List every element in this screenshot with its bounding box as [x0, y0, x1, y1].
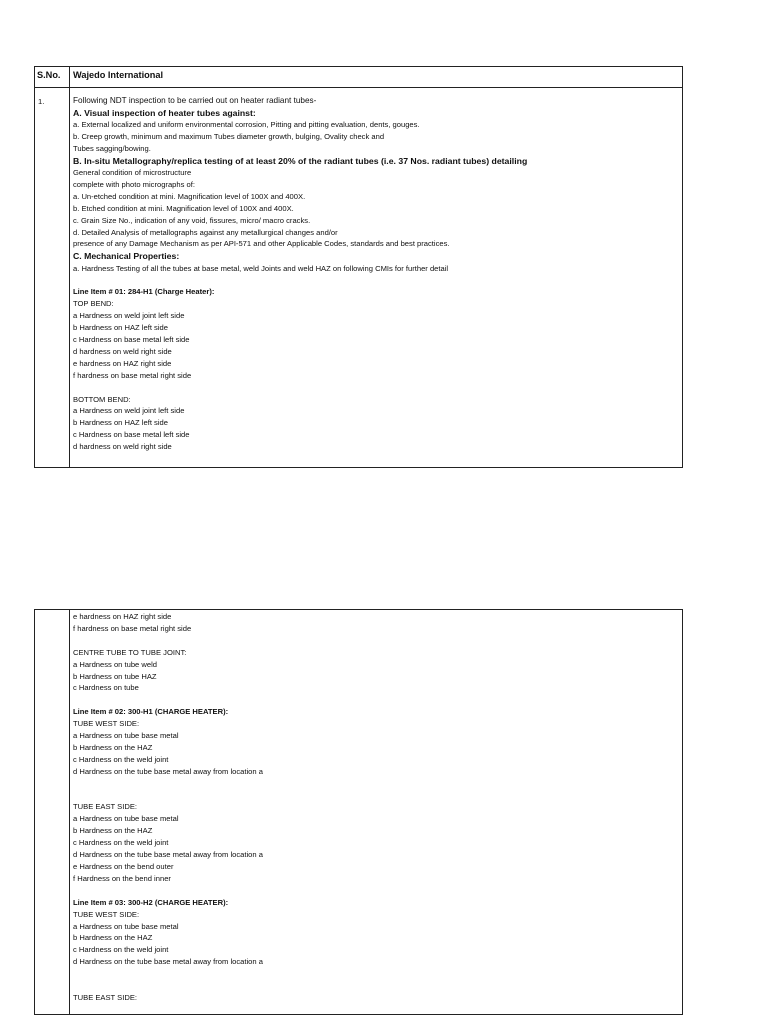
- text-line: b. Etched condition at mini. Magnification level of 100X and 400X.: [73, 203, 294, 213]
- text-line: TUBE EAST SIDE:: [73, 802, 138, 812]
- text-line: e hardness on HAZ right side: [73, 612, 172, 621]
- inspection-description-continued: [70, 610, 682, 1004]
- text-line: General condition of microstructure: [73, 168, 192, 178]
- text-line: d hardness on weld right side: [73, 442, 172, 452]
- inspection-description: [70, 88, 682, 453]
- section-heading: A. Visual inspection of heater tubes against:: [73, 107, 256, 118]
- text-line: c Hardness on the weld joint: [73, 945, 169, 955]
- sno-header-cell: [35, 67, 70, 88]
- text-line: f Hardness on the bend inner: [73, 873, 171, 883]
- text-line: d. Detailed Analysis of metallographs against any metallurgical changes and/or: [73, 227, 338, 237]
- text-line: a Hardness on tube weld: [73, 659, 158, 669]
- text-line: d hardness on weld right side: [73, 346, 172, 356]
- line-spacer: [73, 635, 682, 647]
- table-row: [35, 88, 683, 468]
- text-line: c Hardness on base metal left side: [73, 430, 190, 440]
- text-line: c Hardness on base metal left side: [73, 335, 190, 344]
- text-line: presence of any Damage Mechanism as per API-571 and other Applicable Codes, standards and best practices.: [73, 239, 450, 249]
- text-line: a Hardness on weld joint left side: [73, 406, 185, 416]
- text-line: TUBE WEST SIDE:: [73, 719, 140, 729]
- sno-header: S.No.: [37, 70, 61, 80]
- text-line: b Hardness on HAZ left side: [73, 323, 168, 333]
- text-line: CENTRE TUBE TO TUBE JOINT:: [73, 647, 187, 657]
- line-spacer: [73, 968, 682, 992]
- text-line: c Hardness on the weld joint: [73, 838, 169, 848]
- text-line: b Hardness on the HAZ: [73, 742, 153, 752]
- company-header-cell: [70, 67, 683, 88]
- text-line: b Hardness on the HAZ: [73, 826, 153, 836]
- text-line: complete with photo micrographs of:: [73, 179, 195, 189]
- sno-cell: [35, 610, 70, 1015]
- text-line: d Hardness on the tube base metal away from location a: [73, 766, 263, 776]
- inspection-table-page-2: [34, 609, 683, 1015]
- company-name-header: Wajedo International: [73, 70, 164, 80]
- line-item-heading: Line Item # 01: 284-H1 (Charge Heater):: [73, 287, 215, 297]
- text-line: a. Un-etched condition at mini. Magnification level of 100X and 400X.: [73, 191, 306, 201]
- text-line: c. Grain Size No., indication of any void, fissures, micro/ macro cracks.: [73, 215, 311, 225]
- inspection-table-page-1: [34, 66, 683, 468]
- text-line: c Hardness on the weld joint: [73, 754, 169, 764]
- text-line: a Hardness on tube base metal: [73, 921, 179, 931]
- text-line: f hardness on base metal right side: [73, 370, 192, 380]
- section-heading: B. In-situ Metallography/replica testing of at least 20% of the radiant tubes (i.e. 37 Nos. radiant tubes) detailing: [73, 155, 528, 166]
- text-line: a Hardness on weld joint left side: [73, 311, 185, 321]
- table-header-row: [35, 67, 683, 88]
- sno-cell: [35, 88, 70, 468]
- line-item-heading: Line Item # 03: 300-H2 (CHARGE HEATER):: [73, 897, 229, 907]
- section-heading: C. Mechanical Properties:: [73, 251, 180, 262]
- description-cell: [70, 610, 683, 1015]
- text-line: a Hardness on tube base metal: [73, 731, 179, 741]
- text-line: b Hardness on tube HAZ: [73, 671, 157, 681]
- line-spacer: [73, 778, 682, 802]
- text-line: d Hardness on the tube base metal away from location a: [73, 850, 263, 860]
- text-line: a. External localized and uniform environmental corrosion, Pitting and pitting evaluation, dents, gouges.: [73, 120, 420, 130]
- text-line: e hardness on HAZ right side: [73, 358, 172, 368]
- text-line: TUBE EAST SIDE:: [73, 992, 138, 1002]
- row-serial-number: 1.: [38, 97, 45, 106]
- intro-line: Following NDT inspection to be carried out on heater radiant tubes-: [73, 96, 317, 105]
- text-line: b Hardness on the HAZ: [73, 933, 153, 943]
- text-line: a. Hardness Testing of all the tubes at base metal, weld Joints and weld HAZ on following CMIs for further detail: [73, 263, 449, 273]
- line-spacer: [73, 274, 682, 286]
- text-line: c Hardness on tube: [73, 683, 139, 693]
- text-line: a Hardness on tube base metal: [73, 814, 179, 824]
- text-line: f hardness on base metal right side: [73, 623, 192, 633]
- description-cell: [70, 88, 683, 468]
- line-item-heading: Line Item # 02: 300-H1 (CHARGE HEATER):: [73, 707, 229, 717]
- text-line: Tubes sagging/bowing.: [73, 143, 151, 153]
- text-line: TUBE WEST SIDE:: [73, 909, 140, 919]
- line-spacer: [73, 885, 682, 897]
- text-line: d Hardness on the tube base metal away from location a: [73, 957, 263, 967]
- table-row: [35, 610, 683, 1015]
- text-line: TOP BEND:: [73, 299, 114, 309]
- line-spacer: [73, 694, 682, 706]
- text-line: BOTTOM BEND:: [73, 394, 131, 404]
- text-line: b. Creep growth, minimum and maximum Tubes diameter growth, bulging, Ovality check and: [73, 132, 385, 142]
- text-line: b Hardness on HAZ left side: [73, 418, 168, 428]
- line-spacer: [73, 382, 682, 394]
- text-line: e Hardness on the bend outer: [73, 861, 174, 871]
